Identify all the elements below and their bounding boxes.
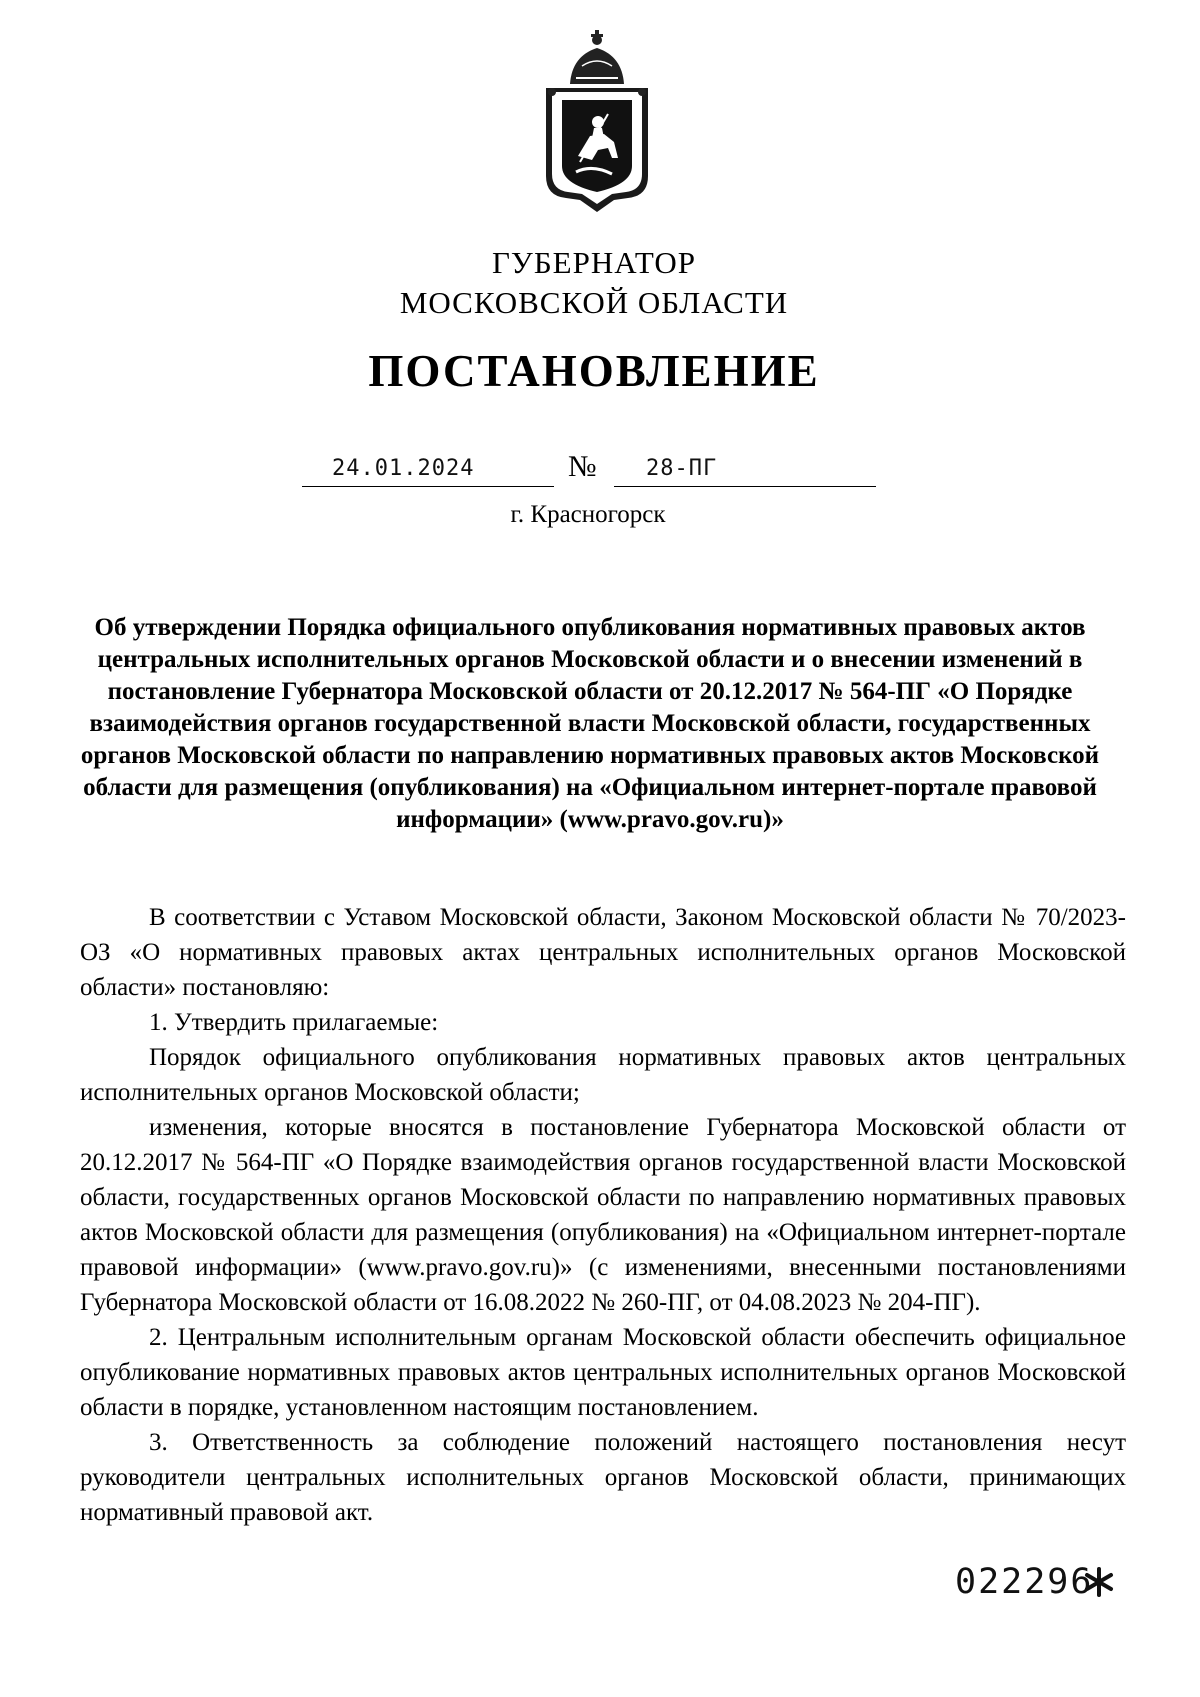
coat-of-arms-icon [532, 26, 662, 216]
city-name: г. Красногорск [510, 501, 666, 528]
paragraph: 1. Утвердить прилагаемые: [149, 1009, 439, 1036]
serial-number: 022296 [955, 1562, 1094, 1602]
paragraph: 3. Ответственность за соблюдение положений настоящего постановления несут руководители центральных исполнительных органов Московской области, принимающих нормативный правовой акт. [80, 1429, 1126, 1526]
document-type: ПОСТАНОВЛЕНИЕ [368, 346, 820, 396]
paragraph: 2. Центральным исполнительным органам Московской области обеспечить официальное опубликование нормативных правовых актов центральных исполнительных органов Московской области в порядке, установленном настоящим постановлением. [80, 1324, 1126, 1421]
document-date: 24.01.2024 [332, 456, 475, 481]
date-field [302, 452, 554, 487]
document-subject: Об утверждении Порядка официального опубликования нормативных правовых актов центральных исполнительных органов Московской области и о внесении изменений в постановление Губернатора Московской области от 20.12.2017 № 564-ПГ «О Порядке взаимодействия органов государственной власти Московской области, государственных органов Московской области по направлению нормативных правовых актов Московской области для размещения (опубликования) на «Официальном интернет-портале правовой информации» (www.pravo.gov.ru)» [80, 614, 1100, 833]
asterisk-icon [1082, 1565, 1116, 1599]
paragraph: В соответствии с Уставом Московской области, Законом Московской области № 70/2023-ОЗ «О нормативных правовых актах центральных исполнительных органов Московской области» постановляю: [80, 904, 1126, 1001]
paragraph: изменения, которые вносятся в постановление Губернатора Московской области от 20.12.2017 № 564-ПГ «О Порядке взаимодействия органов государственной власти Московской области, государственных органов Московской области по направлению нормативных правовых актов Московской области для размещения (опубликования) на «Официальном интернет-портале правовой информации» (www.pravo.gov.ru)» (с изменениями, внесенными постановлениями Губернатора Московской области от 16.08.2022 № 260-ПГ, от 04.08.2023 № 204-ПГ). [80, 1114, 1126, 1316]
issuer-region: МОСКОВСКОЙ ОБЛАСТИ [399, 285, 789, 320]
number-field [614, 452, 876, 487]
paragraph: Порядок официального опубликования нормативных правовых актов центральных исполнительных органов Московской области; [80, 1044, 1126, 1106]
issuer-block [0, 243, 1188, 323]
document-number: 28-ПГ [646, 456, 718, 481]
issuer-title: ГУБЕРНАТОР [491, 245, 697, 280]
document-body [80, 900, 1126, 1530]
number-sign: № [568, 450, 597, 483]
